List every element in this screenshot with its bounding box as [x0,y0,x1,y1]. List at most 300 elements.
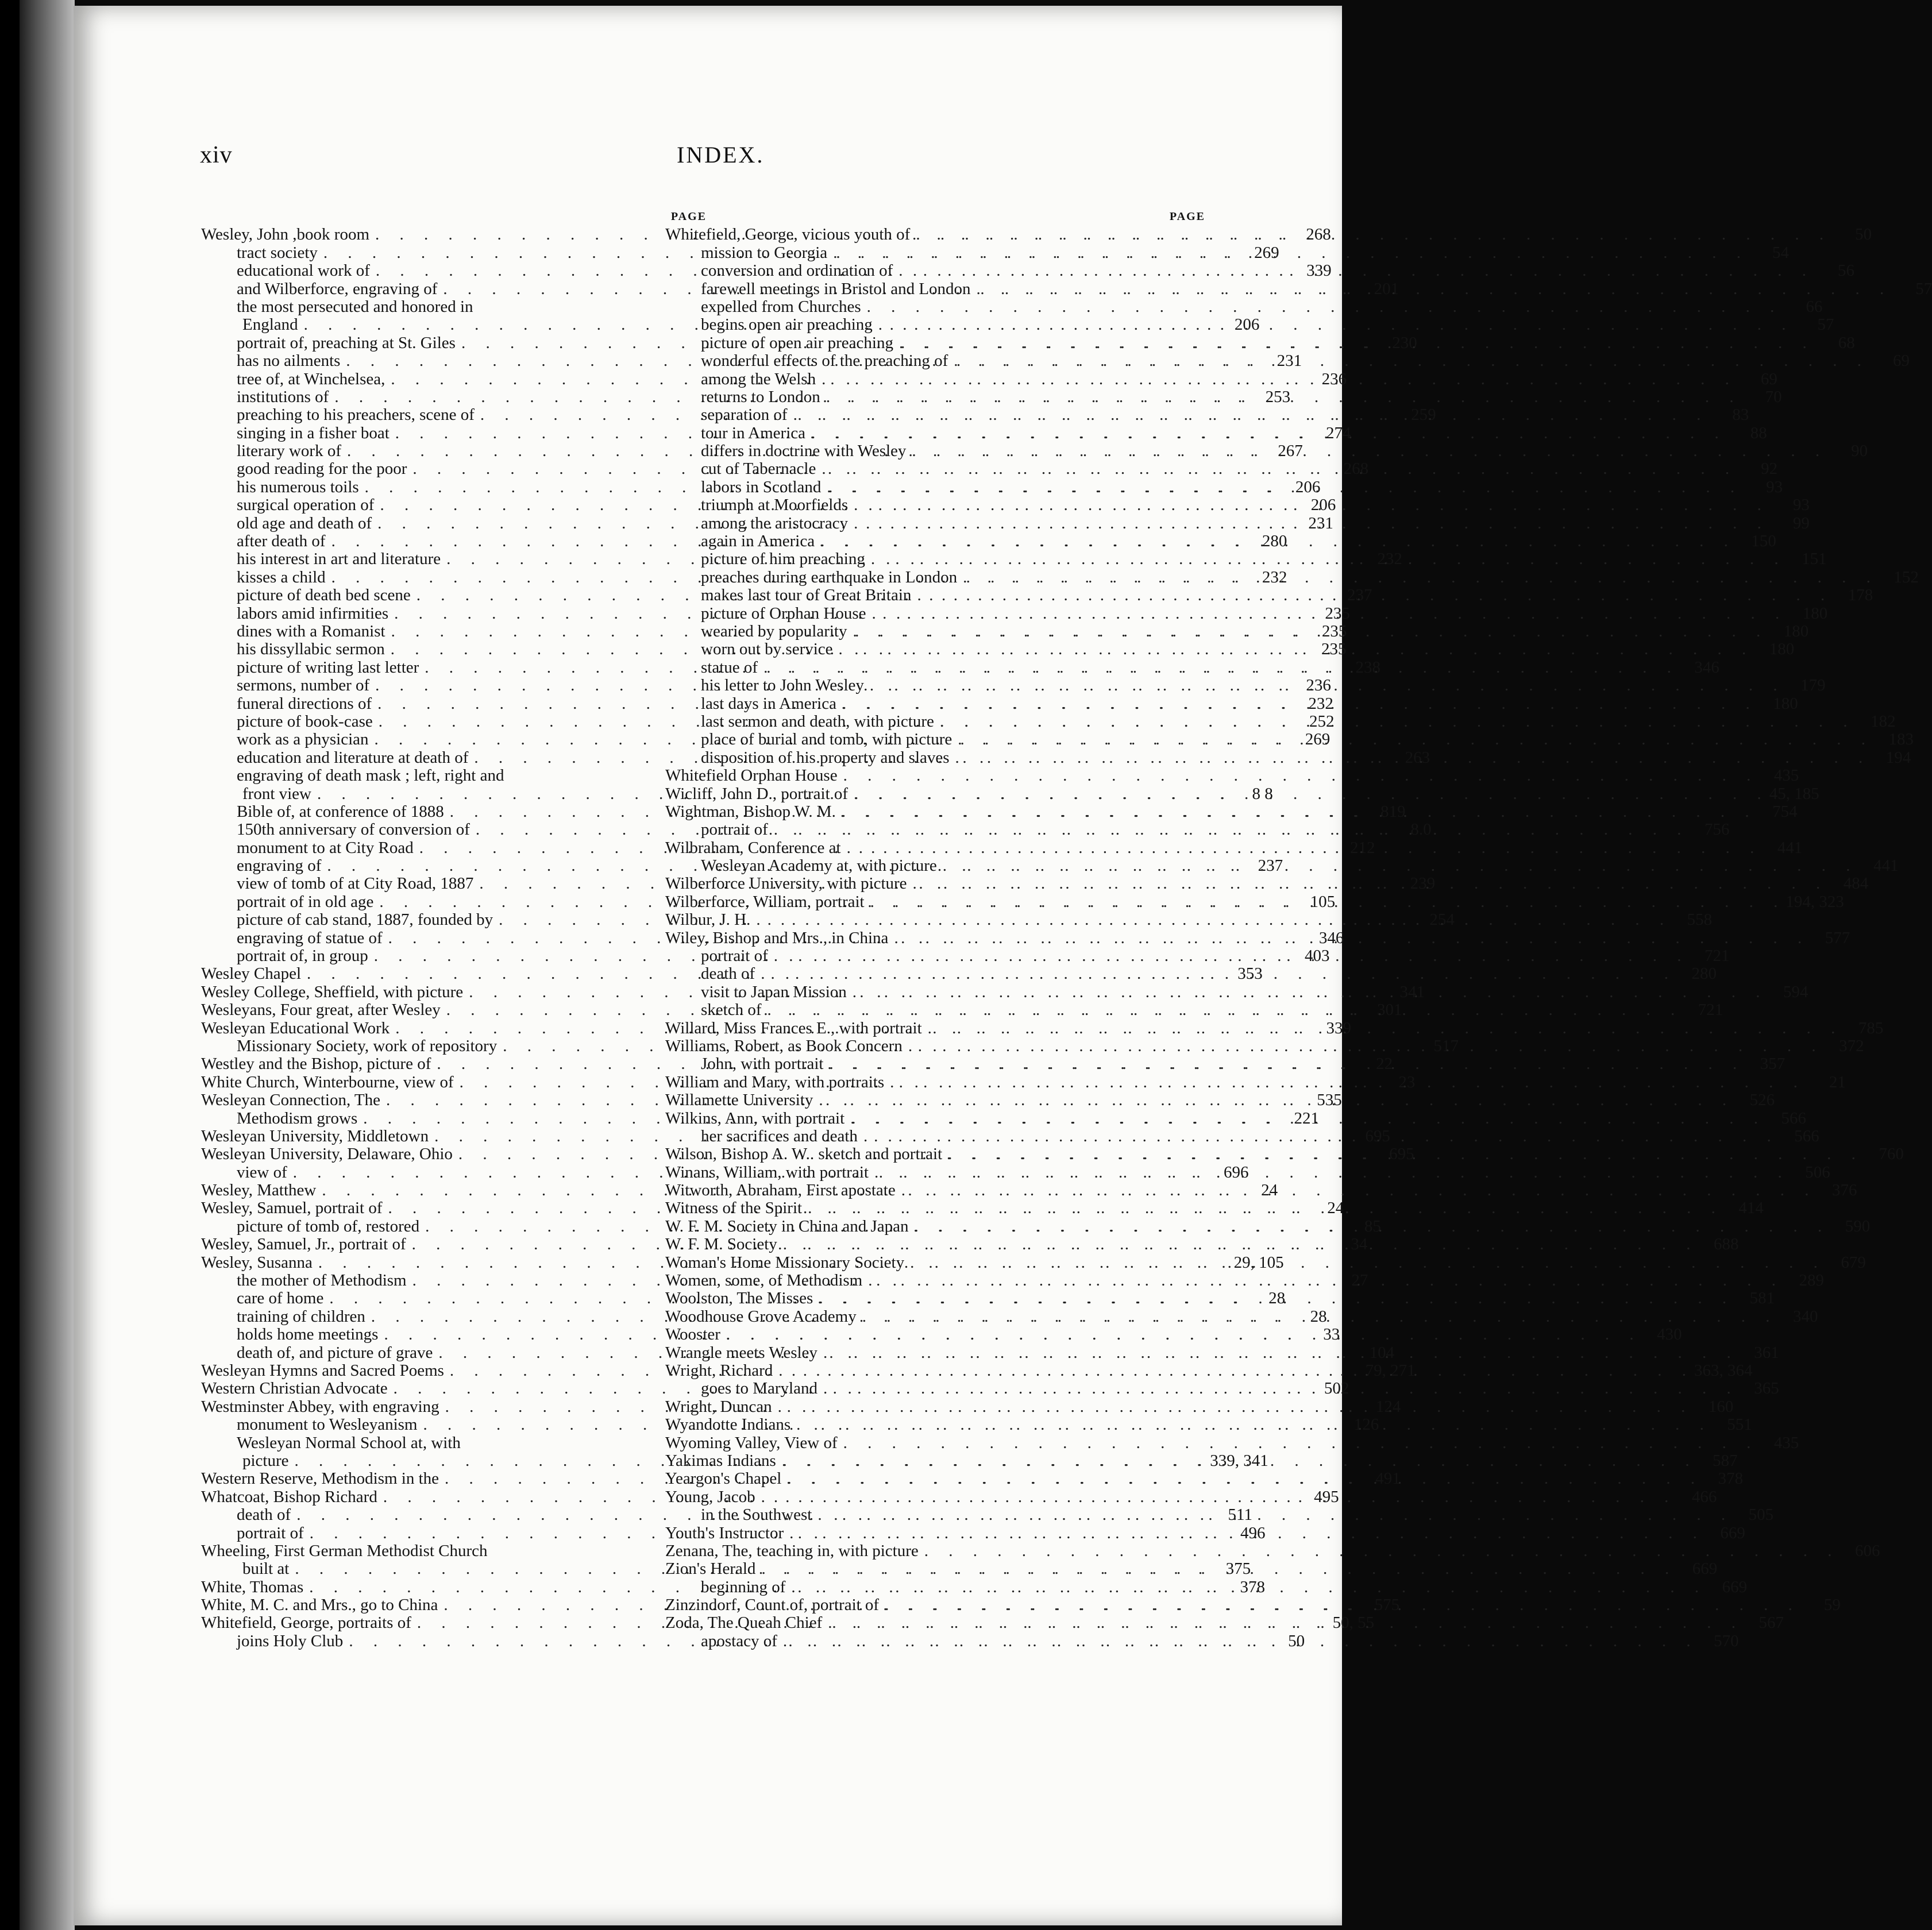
entry-label: Wesleyan Hymns and Sacred Poems [201,1361,444,1380]
entry-label: Bible of, at conference of 1888 [237,802,444,821]
index-entry [201,1325,1340,1344]
entry-label: Willamette University [665,1091,813,1110]
entry-label: picture of him preaching [701,550,865,569]
dot-leader [884,1074,1806,1091]
entry-page-ref: 340 [1792,1307,1818,1326]
entry-page-ref: 45, 185 [1769,784,1819,803]
entry-label: Wesley, John ,book room [201,225,370,244]
entry-label: funeral directions of [237,694,372,713]
entry-page-ref: 54 [1772,243,1789,262]
entry-label: labors amid infirmities [237,604,389,623]
dot-leader [848,496,1769,514]
entry-label: W. F. M. Society in China and Japan [665,1217,909,1236]
entry-label: Yeargon's Chapel [665,1469,782,1488]
entry-page-ref: 341 [1399,982,1425,1001]
entry-label: literary work of [237,442,341,461]
entry-label: Wilson, Bishop A. W.. sketch and portrait [665,1145,943,1164]
entry-label: picture of Orphan House [701,604,866,623]
entry-page-ref: 267 [1278,442,1303,461]
entry-page-ref: 558 [1687,910,1713,929]
entry-label: death of, and picture of grave [237,1343,433,1362]
dot-leader [817,1380,1739,1398]
entry-label: separation of [701,406,788,424]
entry-label: institutions of [237,387,329,406]
entry-page-ref: 484 [1843,874,1869,893]
entry-label: White, Thomas [201,1577,304,1596]
entry-page-ref: 232 [1377,550,1402,569]
entry-page-ref: 28 [1310,1307,1327,1326]
entry-page-ref: 194 [1885,748,1911,767]
entry-page-ref: 56 [1837,261,1854,280]
entry-page-ref: 430 [1657,1325,1682,1344]
entry-label: worn out by service [701,640,833,659]
entry-label: conversion and ordination of [701,261,893,280]
entry-label: and Wilberforce, engraving of [237,279,438,298]
entry-label: preaches during earthquake in London [701,568,958,586]
entry-page-ref: 221 [1294,1109,1319,1128]
entry-label: after death of [237,532,326,551]
entry-label: her sacrifices and death [701,1126,858,1145]
entry-label: wearied by popularity [701,622,847,640]
entry-label: portrait of, in group [237,947,368,966]
entry-label: Methodism grows [237,1109,358,1128]
entry-label: training of children [237,1307,365,1326]
entry-label: returns to London [701,387,820,406]
entry-page-ref: 280 [1691,964,1717,983]
entry-page-ref: 375 [1225,1560,1251,1578]
entry-page-ref: 669 [1692,1560,1718,1578]
dot-leader [847,983,1768,1001]
index-entry [201,1434,707,1452]
dot-leader [971,280,1892,298]
entry-page-ref: 79, 271 [1365,1361,1416,1380]
entry-page-ref: 517 [1433,1036,1459,1055]
entry-page-ref: 180 [1773,694,1798,713]
dot-leader [805,424,1727,442]
dot-leader [922,1020,1844,1037]
entry-page-ref: 669 [1720,1523,1745,1542]
entry-page-ref: 194, 323 [1786,892,1844,911]
entry-label: Willard, Miss Frances E., with portrait [665,1018,922,1037]
index-entry [201,767,707,785]
entry-label: Western Christian Advocate [201,1379,388,1398]
entry-label: Wyandotte Indians [665,1415,791,1434]
dot-leader [948,352,1869,370]
dot-leader [950,749,1871,767]
entry-label: apostacy of [701,1631,777,1650]
entry-label: tract society [237,243,318,262]
entry-page-ref: 180 [1783,622,1809,640]
entry-page-ref: 274 [1326,423,1351,442]
entry-label: England [242,315,298,334]
entry-page-ref: 566 [1781,1109,1806,1128]
entry-page-ref: 268 [1343,460,1369,478]
entry-page-ref: 206 [1295,477,1321,496]
entry-label: Wright, Richard [665,1361,773,1380]
entry-page-ref: 551 [1727,1415,1752,1434]
entry-page-ref: 99 [1792,514,1810,532]
dot-leader [896,1182,1817,1199]
entry-label: again in America [701,532,815,551]
entry-page-ref: 105 [1310,892,1336,911]
entry-page-ref: 496 [1240,1523,1266,1542]
dot-leader [888,929,1810,947]
entry-page-ref: 570 [1714,1631,1739,1650]
entry-label: goes to Maryland [701,1379,817,1398]
entry-page-ref: 511 [1228,1506,1252,1524]
entry-label: picture of tomb of, restored [237,1217,420,1236]
dot-leader [847,623,1768,640]
entry-label: Wooster [665,1325,720,1344]
dot-leader [893,334,1815,352]
entry-page-ref: 403 [1304,947,1330,966]
entry-page-ref: 363, 364 [1694,1361,1753,1380]
entry-label: tree of, at Winchelsea, [237,369,385,388]
entry-page-ref: 178 [1848,586,1873,605]
entry-page-ref: 414 [1738,1199,1764,1218]
entry-page-ref: 34 [1351,1235,1368,1254]
entry-label: W. F. M. Society [665,1235,777,1254]
entry-label: Missionary Society, work of repository [237,1036,498,1055]
entry-label: Youth's Instructor [665,1523,784,1542]
entry-page-ref: 357 [1760,1055,1786,1074]
entry-page-ref: 69 [1893,352,1910,370]
entry-page-ref: 201 [1374,279,1399,298]
dot-leader [873,316,1794,334]
dot-leader [848,785,1769,803]
entry-page-ref: 24 [1261,1181,1278,1200]
index-entry [201,298,707,316]
entry-label: his numerous toils [237,477,359,496]
entry-label: statue of [701,658,758,677]
entry-page-ref: 577 [1825,928,1850,947]
entry-page-ref: 252 [1309,712,1335,731]
dot-leader [777,1632,1699,1650]
entry-page-ref: 346 [1318,928,1344,947]
entry-page-ref: 124 [1375,1397,1401,1416]
entry-page-ref: 237 [1258,856,1283,875]
entry-label: Wicliff, John D., portrait of [665,784,849,803]
entry-label: Wightman, Bishop W. M. [665,802,836,821]
entry-page-ref: 126 [1353,1415,1379,1434]
entry-page-ref: 160 [1708,1397,1734,1416]
dot-leader [838,767,1759,785]
entry-label: Wesleyan Academy at, with picture [701,856,937,875]
entry-page-ref: 183 [1888,730,1914,749]
entry-label: portrait of, preaching at St. Giles [237,333,456,352]
entry-page-ref: 180 [1802,604,1828,623]
entry-label: beginning of [701,1577,786,1596]
dot-leader [768,821,1690,839]
entry-page-ref: 152 [1894,568,1919,586]
entry-label: view of tomb of at City Road, 1887 [237,874,474,893]
entry-label: front view [242,784,311,803]
entry-label: Wyoming Valley, View of [665,1433,838,1452]
index-entry [201,947,1330,966]
entry-label: in the Southwest [701,1506,812,1524]
entry-page-ref: 590 [1845,1217,1871,1236]
dot-leader [841,839,1763,857]
entry-page-ref: 83 [1732,406,1749,424]
entry-page-ref: 301 [1377,1001,1402,1020]
dot-leader [836,695,1758,713]
entry-label: Winans, William, with portrait [665,1163,869,1182]
entry-label: last days in America [701,694,836,713]
entry-page-ref: 353 [1237,964,1263,983]
entry-label: farewell meetings in Bristol and London [701,279,971,298]
dot-leader [776,1452,1698,1470]
dot-leader [865,550,1787,568]
entry-label: his letter to John Wesley [701,676,864,695]
entry-label: portrait of in old age [237,892,374,911]
entry-page-ref: 760 [1879,1145,1904,1164]
entry-label: labors in Scotland [701,477,822,496]
entry-page-ref: 59 [1823,1596,1841,1615]
dot-leader [904,1254,1826,1272]
entry-label: sketch of [701,1001,762,1020]
entry-label: education and literature at death of [237,748,469,767]
entry-page-ref: 365 [1754,1379,1779,1398]
entry-label: Witness of the Spirit [665,1199,803,1218]
entry-page-ref: 57 [1817,315,1834,334]
entry-label: Young, Jacob [665,1487,755,1506]
entry-page-ref: 27 [1351,1271,1368,1290]
dot-leader [777,1236,1699,1253]
entry-label: Wesleyan University, Middletown [201,1126,429,1145]
dot-leader [755,1488,1677,1506]
entry-page-ref: 756 [1705,820,1730,839]
entry-label: his dissyllabic sermon [237,640,385,659]
dot-leader [816,460,1737,478]
entry-label: sermons, number of [237,676,370,695]
dot-leader [772,1398,1694,1416]
entry-page-ref: 232 [1262,568,1287,586]
entry-label: Wesleyan Educational Work [201,1018,390,1037]
entry-label: Witworth, Abraham, First apostate [665,1181,896,1200]
entry-label: monument to Wesleyanism [237,1415,418,1434]
entry-page-ref: 21 [1829,1072,1846,1091]
entry-page-ref: 24 [1327,1199,1344,1218]
entry-page-ref: 22 [1376,1055,1393,1074]
dot-leader [865,893,1786,911]
entry-page-ref: 376 [1831,1181,1857,1200]
dot-leader [844,1110,1766,1128]
entry-page-ref: 688 [1714,1235,1739,1254]
entry-label: Wiley, Bishop and Mrs., in China [665,928,889,947]
dot-leader [942,1145,1864,1163]
dot-leader [773,1362,1694,1380]
entry-label: portrait of [701,820,768,839]
entry-label: educational work of [237,261,370,280]
entry-label: visit to Japan Mission [701,982,847,1001]
entry-label: Wilkins, Ann, with portrait [665,1109,845,1128]
entry-label: Whitefield, George, portraits of [201,1614,411,1632]
entry-page-ref: 33 [1323,1325,1340,1344]
dot-leader [768,947,1690,965]
entry-label: picture of cab stand, 1887, founded by [237,910,493,929]
entry-page-ref: 575 [1374,1596,1400,1615]
entry-page-ref: 182 [1871,712,1896,731]
entry-page-ref: 679 [1841,1253,1866,1272]
entry-label: Whitefield Orphan House [665,766,838,785]
entry-page-ref: 594 [1783,982,1808,1001]
entry-label: built at [242,1560,290,1578]
entry-label: Wilbraham, Conference at [665,838,841,857]
entry-page-ref: 378 [1718,1469,1744,1488]
book-gutter [20,0,75,1930]
dot-leader [952,731,1873,748]
entry-page-ref: 231 [1277,352,1302,370]
entry-label: Zenana, The, teaching in, with picture [665,1541,919,1560]
entry-page-ref: 50 [1288,1631,1305,1650]
entry-label: among the Welsh [701,369,816,388]
entry-page-ref: 289 [1799,1271,1824,1290]
index-entry [665,766,1799,785]
entry-page-ref: 57 [1915,279,1932,298]
index-entry [665,297,1823,316]
entry-page-ref: 361 [1754,1343,1779,1362]
entry-label: Wilberforce University, with picture [665,874,907,893]
dot-leader [784,1524,1705,1542]
entry-page-ref: 268 [1306,225,1331,244]
entry-page-ref: 231 [1308,514,1333,532]
entry-label: picture of writing last letter [237,658,419,677]
entry-label: Westley and the Bishop, picture of [201,1055,431,1074]
dot-leader [911,586,1833,604]
entry-page-ref: 721 [1705,947,1730,966]
entry-label: monument to at City Road [237,838,414,857]
entry-label: last sermon and death, with picture [701,712,934,731]
entry-page-ref: 93 [1766,477,1783,496]
entry-page-ref: 754 [1772,802,1798,821]
dot-leader [817,1344,1739,1362]
dot-leader [755,965,1676,983]
entry-label: Woolston, The Misses [665,1289,813,1308]
entry-label: work as a physician [237,730,369,749]
entry-page-ref: 372 [1839,1036,1864,1055]
entry-page-ref: 236 [1306,676,1331,695]
dot-leader [848,515,1769,532]
entry-page-ref: 695 [1389,1145,1414,1164]
entry-label: picture of death bed scene [237,586,411,605]
entry-page-ref: 50, 55 [1332,1614,1375,1632]
page-number: xiv [200,142,233,168]
entry-label: Women, some, of Methodism [665,1271,863,1290]
entry-label: Wesleyan Connection, The [201,1091,381,1110]
entry-page-ref: 238 [1355,658,1381,677]
entry-label: Wheeling, First German Methodist Church [201,1541,488,1560]
entry-label: Wesley, Samuel, Jr., portrait of [201,1235,406,1254]
entry-label: Zinzindorf, Count of, portrait of [665,1596,880,1615]
dot-leader [858,1128,1779,1145]
entry-page-ref: 236 [1321,369,1347,388]
entry-label: picture of book-case [237,712,373,731]
entry-page-ref: 150 [1751,532,1776,551]
entry-page-ref: 237 [1347,586,1372,605]
dot-leader [788,406,1709,424]
entry-label: cut of Tabernacle [701,460,816,478]
dot-leader [813,1091,1734,1109]
entry-page-ref: 104 [1369,1343,1395,1362]
dot-leader [820,388,1742,406]
entry-label: view of [237,1163,287,1182]
dot-leader [758,659,1679,677]
entry-label: Westminster Abbey, with engraving [201,1397,439,1416]
entry-label: old age and death of [237,514,372,532]
entry-label: William and Mary, with portraits [665,1072,885,1091]
entry-label: surgical operation of [237,496,375,515]
entry-page-ref: 68 [1838,333,1855,352]
page-header [74,141,1342,176]
entry-label: Woman's Home Missionary Society [665,1253,905,1272]
entry-page-ref: 88 [1750,423,1767,442]
entry-page-ref: 254 [1429,910,1455,929]
entry-label: portrait of [237,1523,304,1542]
entry-page-ref: 566 [1794,1126,1819,1145]
entry-label: singing in a fisher boat [237,423,390,442]
dot-leader [823,1055,1745,1073]
dot-leader [790,1416,1712,1434]
entry-page-ref: 235 [1321,622,1347,640]
entry-label: Wesleyans, Four great, after Wesley [201,1001,441,1020]
entry-page-ref: 23 [1398,1072,1416,1091]
entry-label: begins open air preaching [701,315,873,334]
entry-label: Wilbur, J. H. [665,910,751,929]
dot-leader [910,226,1831,244]
entry-label: Whatcoat, Bishop Richard [201,1487,377,1506]
entry-label: the most persecuted and honored in [237,297,473,316]
entry-page-ref: 263 [1405,748,1430,767]
entry-page-ref: 535 [1317,1091,1342,1110]
dot-leader [903,1037,1824,1055]
entry-label: Woodhouse Grove Academy [665,1307,857,1326]
entry-page-ref: 259 [1411,406,1436,424]
entry-label: Wesley, Samuel, portrait of [201,1199,383,1218]
dot-leader [785,1578,1707,1596]
entry-label: Western Reserve, Methodism in the [201,1469,439,1488]
entry-label: Wright, Duncan [665,1397,772,1416]
entry-label: the mother of Methodism [237,1271,407,1290]
entry-page-ref: 90 [1851,442,1868,461]
entry-label: care of home [237,1289,324,1308]
dot-leader [909,1218,1830,1236]
entry-page-ref: 581 [1749,1289,1775,1308]
entry-label: death of [237,1506,291,1524]
entry-label: Wrangle meets Wesley [665,1343,817,1362]
entry-page-ref: 339, 341 [1210,1451,1268,1470]
entry-label: Wesley College, Sheffield, with picture [201,982,464,1001]
dot-leader [750,911,1672,929]
entry-page-ref: 8.0 [1410,820,1432,839]
entry-page-ref: 721 [1698,1001,1723,1020]
entry-label: dines with a Romanist [237,622,385,640]
index-entry [201,1542,707,1560]
index-entry [665,1541,1880,1560]
entry-label: differs in doctrine with Wesley [701,442,907,461]
entry-page-ref: 567 [1759,1614,1784,1632]
entry-page-ref: 230 [1392,333,1417,352]
entry-page-ref: 339 [1306,261,1332,280]
entry-label: expelled from Churches [701,297,861,316]
entry-page-ref: 179 [1800,676,1826,695]
dot-leader [833,640,1754,658]
entry-page-ref: 491 [1375,1469,1401,1488]
entry-page-ref: 785 [1858,1018,1884,1037]
entry-page-ref: 269 [1305,730,1331,749]
entry-page-ref: 269 [1254,243,1279,262]
entry-page-ref: 93 [1792,496,1810,515]
entry-label: death of [701,964,755,983]
